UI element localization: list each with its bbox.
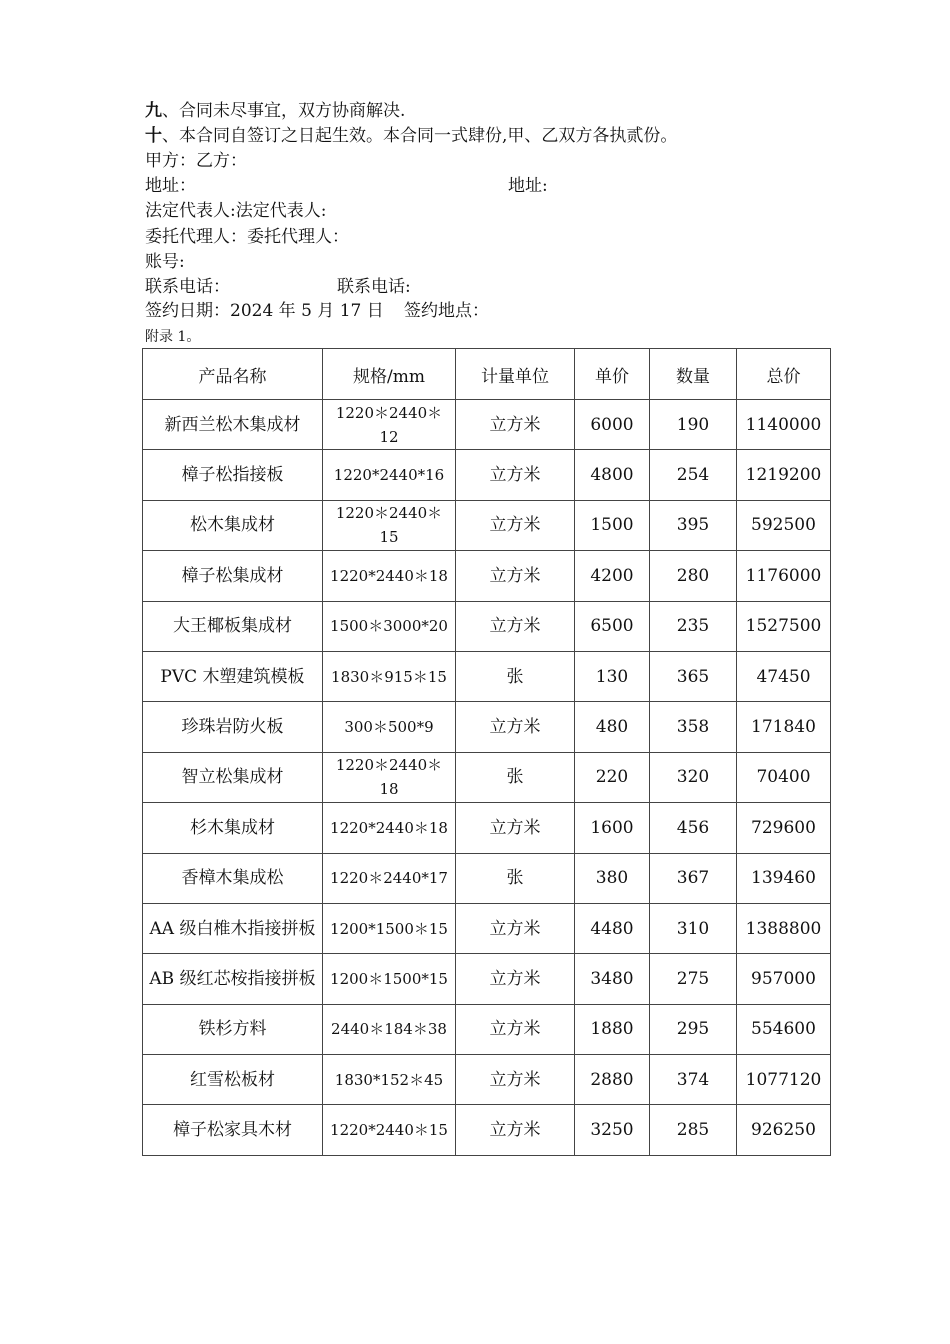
unit-price-cell: 480 bbox=[575, 702, 650, 752]
unit-price-cell: 3250 bbox=[575, 1105, 650, 1155]
spec-cell: 1830＊915＊15 bbox=[323, 651, 456, 701]
table-row bbox=[143, 651, 831, 701]
unit-price-cell: 4480 bbox=[575, 903, 650, 953]
quantity-cell: 456 bbox=[650, 803, 737, 853]
unit-cell: 张 bbox=[456, 853, 575, 903]
product-name-cell: 新西兰松木集成材 bbox=[143, 400, 323, 450]
product-name-cell: AB 级红芯桉指接拼板 bbox=[143, 954, 323, 1004]
product-name-cell: 珍珠岩防火板 bbox=[143, 702, 323, 752]
product-name-cell: 红雪松板材 bbox=[143, 1055, 323, 1105]
table-row bbox=[143, 450, 831, 500]
header-total-price: 总价 bbox=[737, 349, 831, 400]
quantity-cell: 367 bbox=[650, 853, 737, 903]
quantity-cell: 285 bbox=[650, 1105, 737, 1155]
unit-cell: 立方米 bbox=[456, 601, 575, 651]
spec-cell: 1220*2440＊18 bbox=[323, 803, 456, 853]
clause-ten-text: 、本合同自签订之日起生效。本合同一式肆份,甲、乙双方各执贰份。 bbox=[162, 126, 678, 146]
clause-ten bbox=[145, 124, 677, 148]
table-row bbox=[143, 903, 831, 953]
spec-cell: 1220＊2440*17 bbox=[323, 853, 456, 903]
product-name-cell: 铁杉方料 bbox=[143, 1004, 323, 1054]
address-b: 地址: bbox=[508, 176, 548, 196]
quantity-cell: 320 bbox=[650, 752, 737, 802]
unit-cell: 张 bbox=[456, 752, 575, 802]
unit-cell: 立方米 bbox=[456, 551, 575, 601]
unit-cell: 立方米 bbox=[456, 500, 575, 550]
legal-representative-line: 法定代表人:法定代表人: bbox=[145, 201, 327, 221]
phone-a: 联系电话： bbox=[145, 277, 230, 297]
header-product-name: 产品名称 bbox=[143, 349, 323, 400]
total-price-cell: 139460 bbox=[737, 853, 831, 903]
spec-cell: 1220＊2440＊12 bbox=[323, 400, 456, 450]
total-price-cell: 1527500 bbox=[737, 601, 831, 651]
product-name-cell: 杉木集成材 bbox=[143, 803, 323, 853]
total-price-cell: 1388800 bbox=[737, 903, 831, 953]
unit-price-cell: 3480 bbox=[575, 954, 650, 1004]
total-price-cell: 1140000 bbox=[737, 400, 831, 450]
spec-cell: 1220＊2440＊18 bbox=[323, 752, 456, 802]
spec-cell: 1500＊3000*20 bbox=[323, 601, 456, 651]
spec-cell: 2440＊184＊38 bbox=[323, 1004, 456, 1054]
unit-cell: 立方米 bbox=[456, 954, 575, 1004]
table-header-row bbox=[143, 349, 831, 400]
quantity-cell: 190 bbox=[650, 400, 737, 450]
unit-price-cell: 1600 bbox=[575, 803, 650, 853]
product-name-cell: 大王椰板集成材 bbox=[143, 601, 323, 651]
total-price-cell: 171840 bbox=[737, 702, 831, 752]
total-price-cell: 47450 bbox=[737, 651, 831, 701]
spec-cell: 300＊500*9 bbox=[323, 702, 456, 752]
product-name-cell: 智立松集成材 bbox=[143, 752, 323, 802]
quantity-cell: 235 bbox=[650, 601, 737, 651]
total-price-cell: 592500 bbox=[737, 500, 831, 550]
quantity-cell: 365 bbox=[650, 651, 737, 701]
clause-nine-text: 、合同未尽事宜，双方协商解决. bbox=[162, 101, 406, 121]
total-price-cell: 1077120 bbox=[737, 1055, 831, 1105]
table-row bbox=[143, 702, 831, 752]
unit-price-cell: 220 bbox=[575, 752, 650, 802]
table-row bbox=[143, 1055, 831, 1105]
spec-cell: 1220＊2440＊15 bbox=[323, 500, 456, 550]
product-name-cell: 香樟木集成松 bbox=[143, 853, 323, 903]
clause-nine bbox=[145, 99, 405, 123]
quantity-cell: 280 bbox=[650, 551, 737, 601]
product-name-cell: 樟子松家具木材 bbox=[143, 1105, 323, 1155]
unit-price-cell: 1500 bbox=[575, 500, 650, 550]
spec-cell: 1200*1500＊15 bbox=[323, 903, 456, 953]
parties-line: 甲方：乙方： bbox=[145, 151, 247, 171]
header-unit-price: 单价 bbox=[575, 349, 650, 400]
spec-cell: 1200＊1500*15 bbox=[323, 954, 456, 1004]
total-price-cell: 70400 bbox=[737, 752, 831, 802]
sign-place: 签约地点： bbox=[404, 301, 489, 321]
unit-cell: 立方米 bbox=[456, 450, 575, 500]
table-row bbox=[143, 954, 831, 1004]
quantity-cell: 358 bbox=[650, 702, 737, 752]
unit-price-cell: 4800 bbox=[575, 450, 650, 500]
quantity-cell: 310 bbox=[650, 903, 737, 953]
header-quantity: 数量 bbox=[650, 349, 737, 400]
product-name-cell: 樟子松指接板 bbox=[143, 450, 323, 500]
table-row bbox=[143, 1004, 831, 1054]
quantity-cell: 395 bbox=[650, 500, 737, 550]
header-unit: 计量单位 bbox=[456, 349, 575, 400]
total-price-cell: 554600 bbox=[737, 1004, 831, 1054]
unit-cell: 立方米 bbox=[456, 1055, 575, 1105]
unit-cell: 立方米 bbox=[456, 903, 575, 953]
address-a: 地址： bbox=[145, 176, 196, 196]
table-row bbox=[143, 752, 831, 802]
quantity-cell: 275 bbox=[650, 954, 737, 1004]
total-price-cell: 957000 bbox=[737, 954, 831, 1004]
table-row bbox=[143, 853, 831, 903]
unit-cell: 立方米 bbox=[456, 400, 575, 450]
table-row bbox=[143, 803, 831, 853]
product-name-cell: AA 级白椎木指接拼板 bbox=[143, 903, 323, 953]
unit-price-cell: 380 bbox=[575, 853, 650, 903]
table-row bbox=[143, 551, 831, 601]
agent-line: 委托代理人：委托代理人： bbox=[145, 227, 349, 247]
quantity-cell: 254 bbox=[650, 450, 737, 500]
table-row bbox=[143, 1105, 831, 1155]
phone-b: 联系电话: bbox=[337, 277, 411, 297]
total-price-cell: 1176000 bbox=[737, 551, 831, 601]
unit-cell: 立方米 bbox=[456, 803, 575, 853]
spec-cell: 1220*2440*16 bbox=[323, 450, 456, 500]
table-row bbox=[143, 400, 831, 450]
unit-cell: 张 bbox=[456, 651, 575, 701]
header-spec: 规格/mm bbox=[323, 349, 456, 400]
spec-cell: 1220*2440＊18 bbox=[323, 551, 456, 601]
unit-price-cell: 1880 bbox=[575, 1004, 650, 1054]
total-price-cell: 926250 bbox=[737, 1105, 831, 1155]
unit-price-cell: 2880 bbox=[575, 1055, 650, 1105]
spec-cell: 1830*152＊45 bbox=[323, 1055, 456, 1105]
spec-cell: 1220*2440＊15 bbox=[323, 1105, 456, 1155]
account-line: 账号: bbox=[145, 252, 185, 272]
product-name-cell: 樟子松集成材 bbox=[143, 551, 323, 601]
quantity-cell: 295 bbox=[650, 1004, 737, 1054]
total-price-cell: 1219200 bbox=[737, 450, 831, 500]
unit-cell: 立方米 bbox=[456, 1105, 575, 1155]
unit-cell: 立方米 bbox=[456, 1004, 575, 1054]
product-table bbox=[142, 348, 831, 1156]
quantity-cell: 374 bbox=[650, 1055, 737, 1105]
unit-price-cell: 130 bbox=[575, 651, 650, 701]
unit-cell: 立方米 bbox=[456, 702, 575, 752]
clause-nine-number: 九 bbox=[145, 101, 162, 121]
clause-ten-number: 十 bbox=[145, 126, 162, 146]
total-price-cell: 729600 bbox=[737, 803, 831, 853]
product-name-cell: 松木集成材 bbox=[143, 500, 323, 550]
sign-date: 签约日期：2024 年 5 月 17 日 bbox=[145, 301, 384, 321]
table-row bbox=[143, 601, 831, 651]
product-name-cell: PVC 木塑建筑模板 bbox=[143, 651, 323, 701]
unit-price-cell: 4200 bbox=[575, 551, 650, 601]
unit-price-cell: 6000 bbox=[575, 400, 650, 450]
unit-price-cell: 6500 bbox=[575, 601, 650, 651]
appendix-label: 附录 1。 bbox=[145, 329, 201, 345]
table-row bbox=[143, 500, 831, 550]
